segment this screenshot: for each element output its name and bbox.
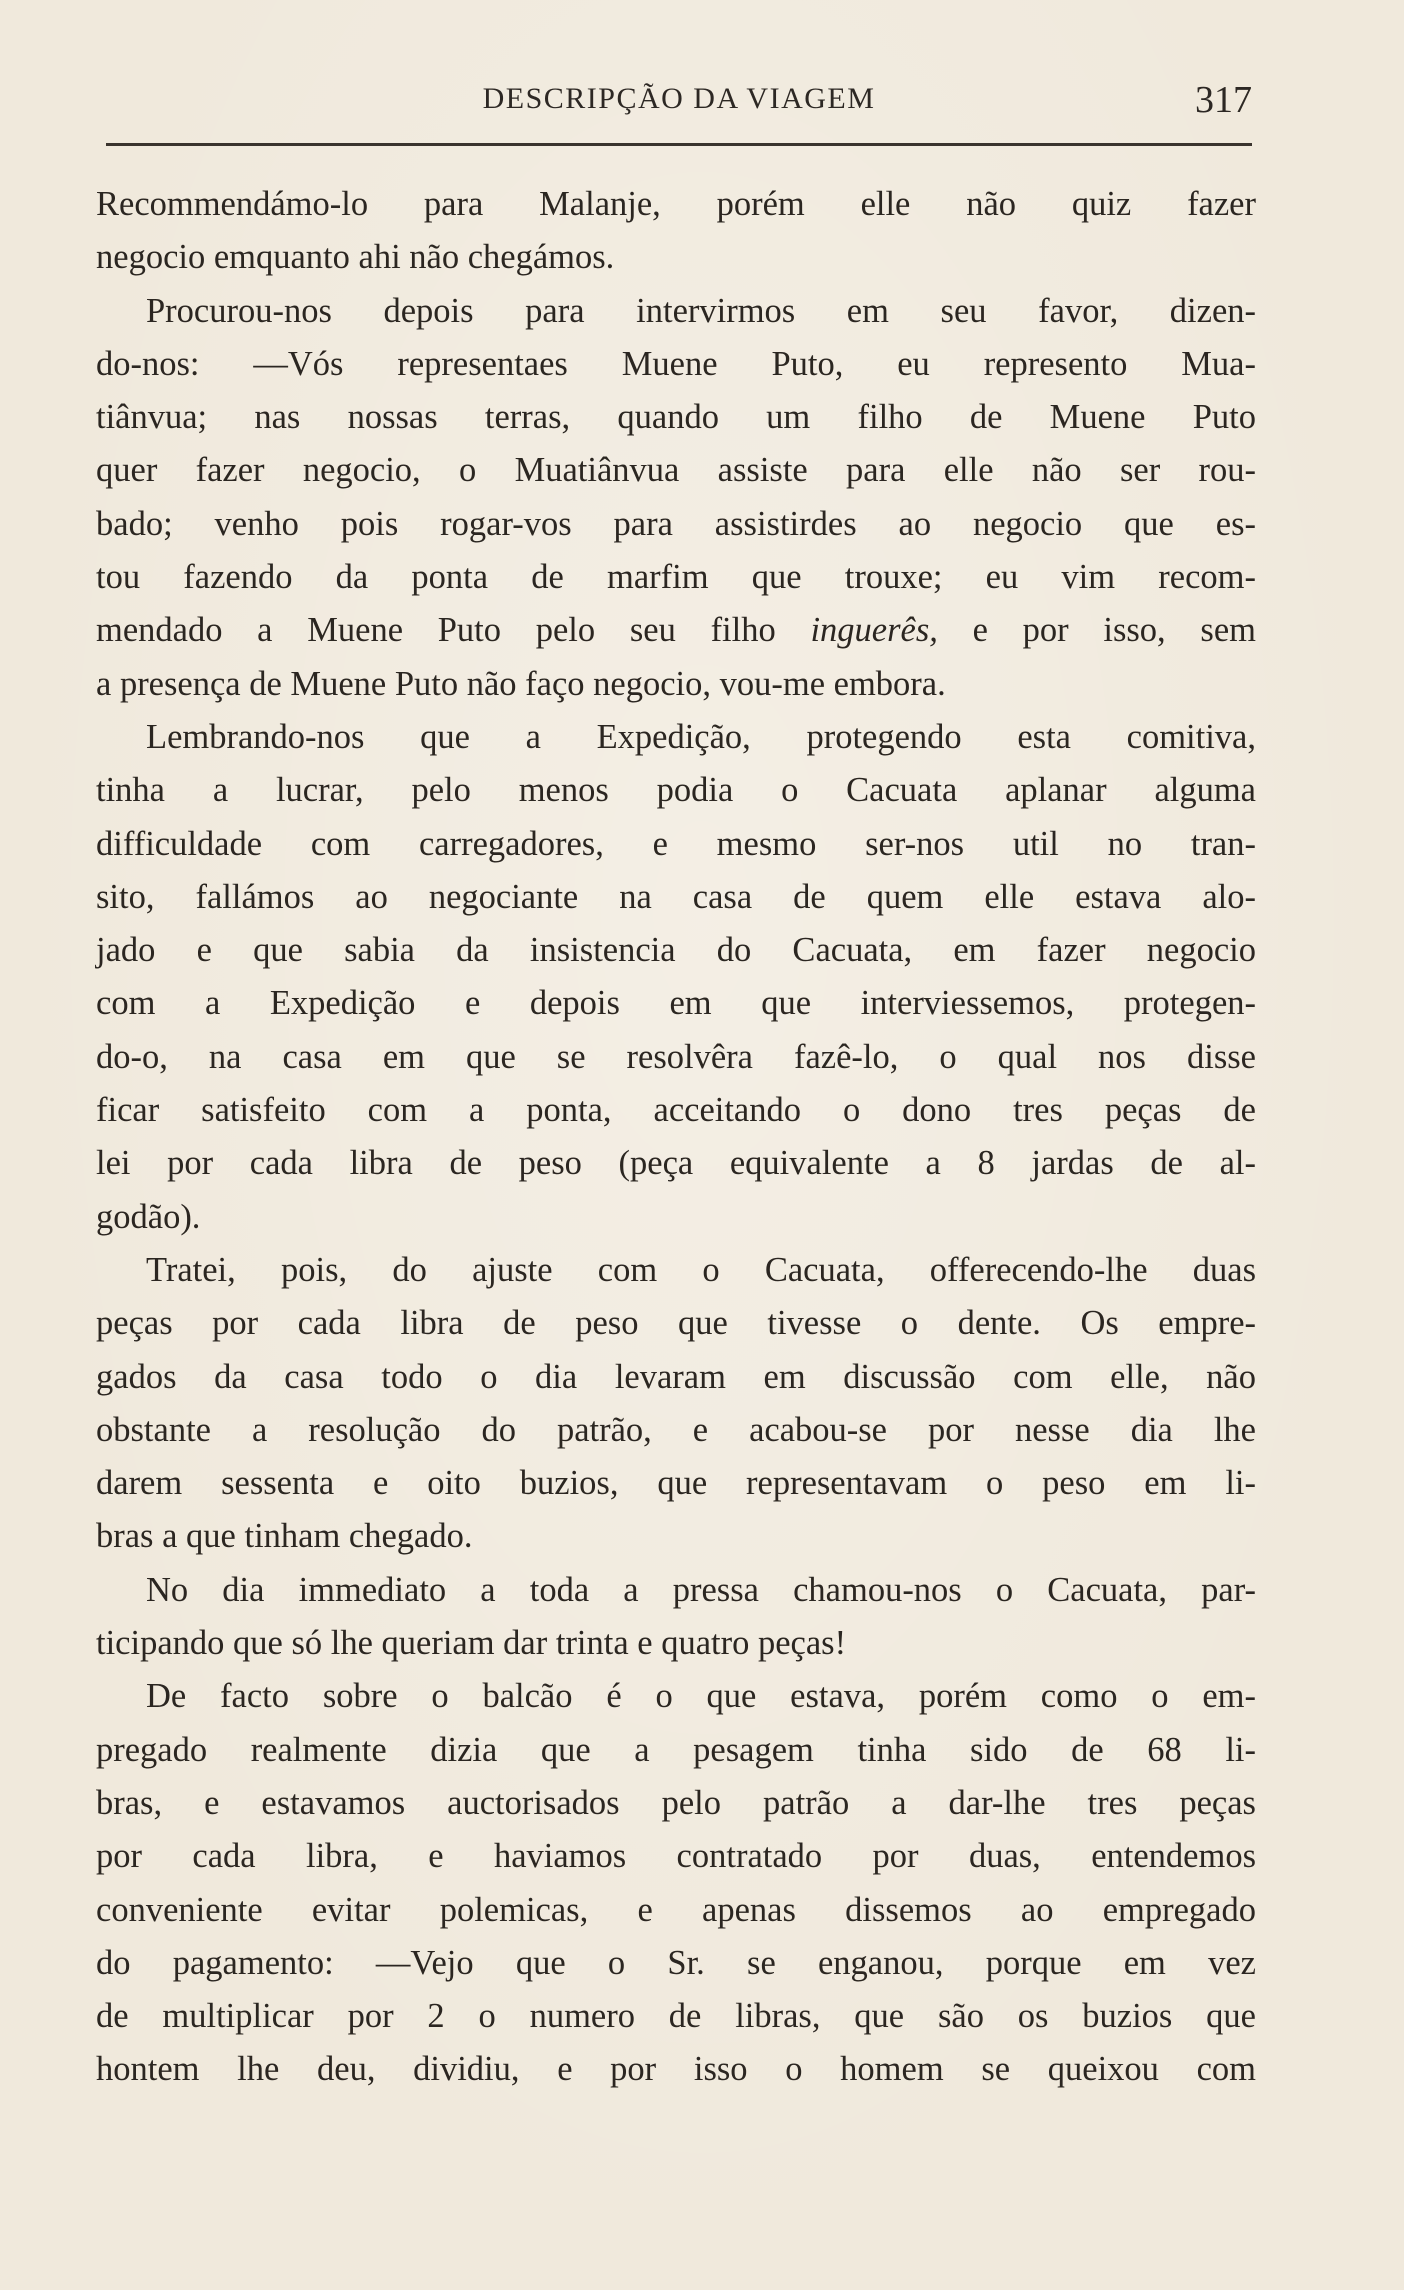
- running-head: [106, 78, 1252, 128]
- text-line: Lembrando-nos que a Expedição, protegendo esta comitiva,: [146, 717, 1256, 756]
- text-line: bado; venho pois rogar-vos para assistirdes ao negocio que es-: [96, 504, 1256, 543]
- header-rule: [106, 143, 1252, 146]
- text-line: tou fazendo da ponta de marfim que trouxe; eu vim recom-: [96, 558, 1256, 597]
- text-line: No dia immediato a toda a pressa chamou-nos o Cacuata, par-: [146, 1570, 1256, 1609]
- text-line: darem sessenta e oito buzios, que representavam o peso em li-: [96, 1464, 1256, 1503]
- text-line: obstante a resolução do patrão, e acabou-se por nesse dia lhe: [96, 1410, 1256, 1449]
- running-title: DESCRIPÇÃO DA VIAGEM: [482, 82, 876, 115]
- text-line: do-nos: —Vós representaes Muene Puto, eu represento Mua-: [96, 344, 1256, 383]
- text-line: Procurou-nos depois para intervirmos em seu favor, dizen-: [146, 291, 1256, 330]
- body-text: [96, 178, 1256, 2097]
- text-segment: mendado a Muene Puto pelo seu filho: [96, 611, 811, 650]
- text-line: conveniente evitar polemicas, e apenas dissemos ao empregado: [96, 1890, 1256, 1929]
- text-line: ficar satisfeito com a ponta, acceitando o dono tres peças de: [96, 1091, 1256, 1130]
- text-line: peças por cada libra de peso que tivesse o dente. Os empre-: [96, 1304, 1256, 1343]
- text-line: bras a que tinham chegado.: [96, 1517, 473, 1556]
- text-line: godão).: [96, 1197, 201, 1236]
- text-line: tinha a lucrar, pelo menos podia o Cacuata aplanar alguma: [96, 771, 1256, 810]
- text-line: do-o, na casa em que se resolvêra fazê-lo, o qual nos disse: [96, 1037, 1256, 1076]
- text-line: a presença de Muene Puto não faço negocio, vou-me embora.: [96, 664, 946, 703]
- text-line: do pagamento: —Vejo que o Sr. se enganou, porque em vez: [96, 1943, 1256, 1982]
- text-line: difficuldade com carregadores, e mesmo ser-nos util no tran-: [96, 824, 1256, 863]
- text-line: tiânvua; nas nossas terras, quando um filho de Muene Puto: [96, 398, 1256, 437]
- text-segment: e por isso, sem: [937, 611, 1256, 650]
- text-line: hontem lhe deu, dividiu, e por isso o homem se queixou com: [96, 2050, 1256, 2089]
- page-number: 317: [1195, 79, 1252, 121]
- text-line: jado e que sabia da insistencia do Cacuata, em fazer negocio: [96, 931, 1256, 970]
- text-line: sito, fallámos ao negociante na casa de quem elle estava alo-: [96, 877, 1256, 916]
- text-line: gados da casa todo o dia levaram em discussão com elle, não: [96, 1357, 1256, 1396]
- text-line: quer fazer negocio, o Muatiânvua assiste para elle não ser rou-: [96, 451, 1256, 490]
- text-line: De facto sobre o balcão é o que estava, porém como o em-: [146, 1677, 1256, 1716]
- text-line: de multiplicar por 2 o numero de libras, que são os buzios que: [96, 1997, 1256, 2036]
- text-line: com a Expedição e depois em que interviessemos, protegen-: [96, 984, 1256, 1023]
- text-line: Tratei, pois, do ajuste com o Cacuata, offerecendo-lhe duas: [146, 1250, 1256, 1289]
- text-line: lei por cada libra de peso (peça equivalente a 8 jardas de al-: [96, 1144, 1256, 1183]
- text-line: pregado realmente dizia que a pesagem tinha sido de 68 li-: [96, 1730, 1256, 1769]
- text-line: por cada libra, e haviamos contratado por duas, entendemos: [96, 1837, 1256, 1876]
- text-line: negocio emquanto ahi não chegámos.: [96, 238, 615, 277]
- text-line: [96, 604, 1256, 657]
- text-line: ticipando que só lhe queriam dar trinta e quatro peças!: [96, 1624, 847, 1663]
- italic-word: inguerês,: [810, 611, 938, 650]
- text-line: bras, e estavamos auctorisados pelo patrão a dar-lhe tres peças: [96, 1783, 1256, 1822]
- text-line: Recommendámo-lo para Malanje, porém elle não quiz fazer: [96, 185, 1256, 223]
